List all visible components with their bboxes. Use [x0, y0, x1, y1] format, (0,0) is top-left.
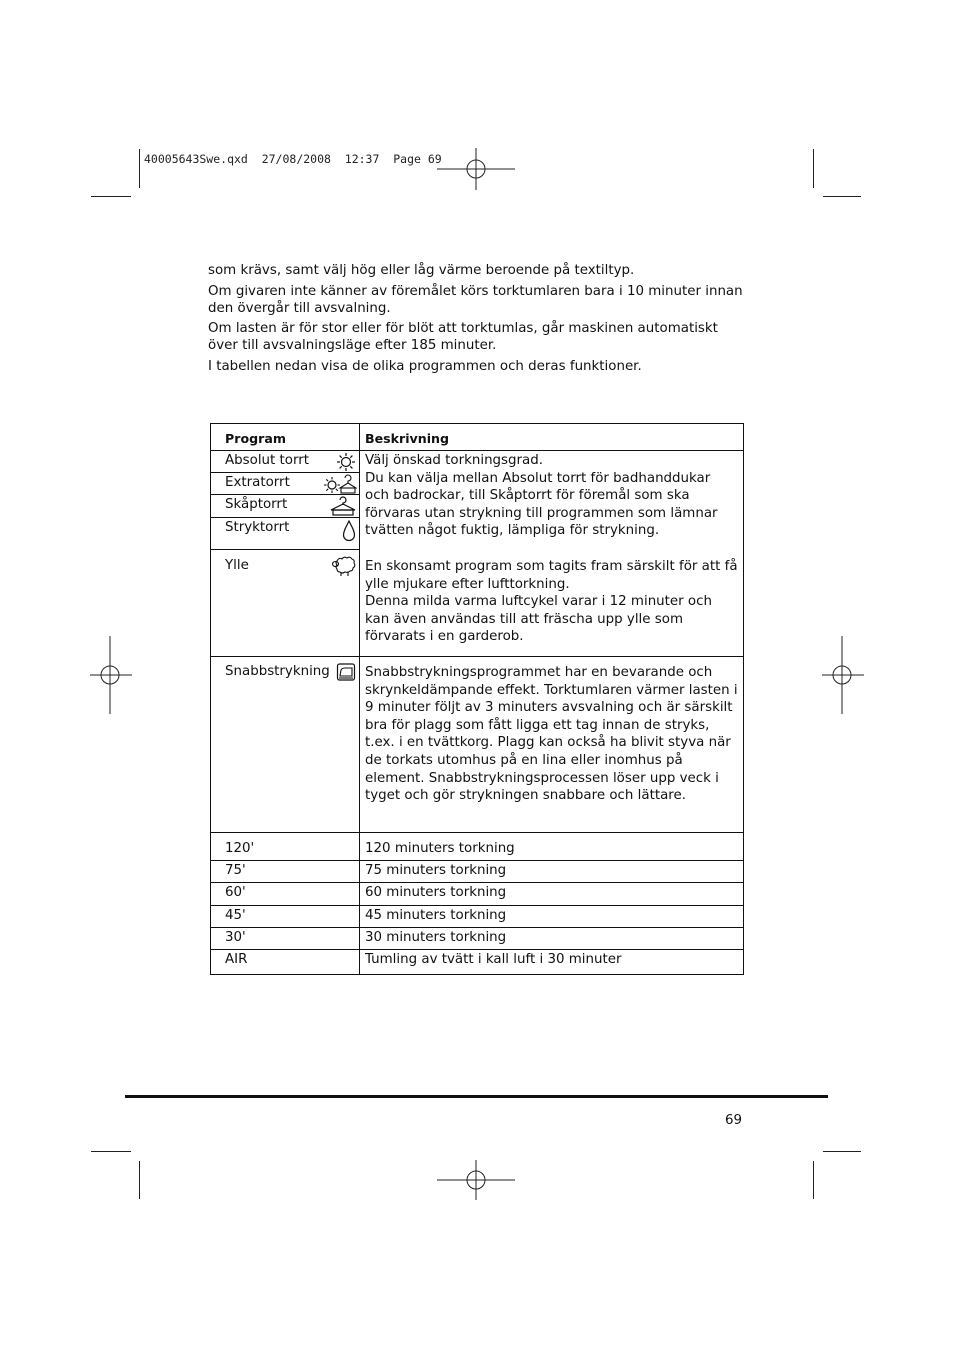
crop-mark: [823, 196, 861, 197]
sun-icon: [336, 452, 356, 472]
sun-hanger-icon: [323, 474, 357, 495]
description-line: Denna milda varma luftcykel varar i 12 minuter och: [365, 594, 712, 610]
program-skaptorrt: Skåptorrt: [225, 497, 288, 512]
crop-mark: [91, 1151, 131, 1152]
program-absolut-torrt: Absolut torrt: [225, 453, 310, 468]
registration-mark-icon: [90, 636, 132, 714]
description-line: Snabbstrykningsprogrammet har en bevarande och: [365, 665, 713, 680]
description-line: skrynkeldämpande effekt. Torktumlaren värmer lasten i: [365, 682, 738, 698]
quick-iron-description: [365, 664, 743, 805]
page-number: 69: [725, 1113, 743, 1128]
hanger-icon: [329, 496, 357, 517]
description-line: ylle mjukare efter lufttorkning.: [365, 576, 570, 592]
description-line: kan även användas till att fräscha upp ylle som: [365, 611, 683, 627]
program-30: 30': [225, 930, 246, 945]
iron-icon: [336, 662, 356, 682]
description-line: element. Snabbstrykningsprocessen löser upp veck i: [365, 770, 719, 786]
print-slug: 40005643Swe.qxd 27/08/2008 12:37 Page 69: [144, 152, 442, 166]
registration-mark-icon: [437, 1160, 517, 1200]
description-line: bra för plagg som fått ligga ett tag innan de stryks,: [365, 717, 710, 733]
intro-text: [208, 262, 748, 378]
program-stryktorrt: Stryktorrt: [225, 520, 290, 535]
wool-description: [365, 558, 743, 646]
crop-mark: [91, 196, 131, 197]
description-line: 9 minuter följt av 3 minuters avsvalning och är särskilt: [365, 700, 733, 716]
header-program: Program: [225, 431, 286, 446]
description-120: 120 minuters torkning: [365, 841, 515, 856]
intro-paragraph: Om givaren inte känner av föremålet körs torktumlaren bara i 10 minuter innan den övergår till avsvalning.: [208, 283, 743, 316]
program-table: [210, 423, 744, 975]
registration-mark-icon: [437, 148, 517, 190]
crop-mark: [823, 1151, 861, 1152]
description-45: 45 minuters torkning: [365, 908, 507, 923]
description-line: t.ex. i en tvättkorg. Plagg kan också ha blivit styva när: [365, 735, 731, 751]
program-60: 60': [225, 885, 246, 900]
footer-rule: [125, 1095, 828, 1098]
description-line: Du kan välja mellan Absolut torrt för badhanddukar: [365, 470, 711, 486]
program-75: 75': [225, 863, 246, 878]
registration-mark-icon: [822, 636, 864, 714]
description-60: 60 minuters torkning: [365, 885, 507, 900]
description-line: Välj önskad torkningsgrad.: [365, 453, 544, 468]
crop-mark: [813, 149, 814, 188]
crop-mark: [139, 1161, 140, 1199]
description-line: En skonsamt program som tagits fram särskilt för att få: [365, 559, 738, 574]
description-air: Tumling av tvätt i kall luft i 30 minuter: [365, 952, 622, 967]
description-line: tyget och gör strykningen snabbare och lättare.: [365, 788, 686, 804]
description-line: och badrockar, till Skåptorrt för föremål som ska: [365, 488, 690, 504]
sheep-icon: [331, 555, 357, 577]
program-45: 45': [225, 908, 246, 923]
program-air: AIR: [225, 952, 248, 967]
program-extratorrt: Extratorrt: [225, 475, 290, 490]
intro-paragraph: Om lasten är för stor eller för blöt att torktumlas, går maskinen automatiskt över till avsvalningsläge efter 185 minuter.: [208, 321, 718, 353]
program-ylle: Ylle: [225, 558, 249, 573]
description-75: 75 minuters torkning: [365, 863, 507, 878]
intro-paragraph: I tabellen nedan visa de olika programmen och deras funktioner.: [208, 358, 642, 374]
description-line: förvaras utan strykning till programmen som lämnar: [365, 505, 718, 521]
dry-group-description: [365, 452, 745, 540]
description-line: tvätten något fuktig, lämpliga för strykning.: [365, 523, 660, 539]
crop-mark: [813, 1161, 814, 1199]
drop-icon: [342, 520, 356, 542]
description-30: 30 minuters torkning: [365, 930, 507, 945]
description-line: de torkats utomhus på en lina eller inomhus på: [365, 752, 683, 768]
description-line: förvarats i en garderob.: [365, 629, 524, 645]
header-description: Beskrivning: [365, 431, 450, 446]
intro-paragraph: som krävs, samt välj hög eller låg värme beroende på textiltyp.: [208, 263, 635, 278]
program-snabbstrykning: Snabbstrykning: [225, 664, 330, 679]
crop-mark: [139, 149, 140, 188]
program-120: 120': [225, 841, 255, 856]
